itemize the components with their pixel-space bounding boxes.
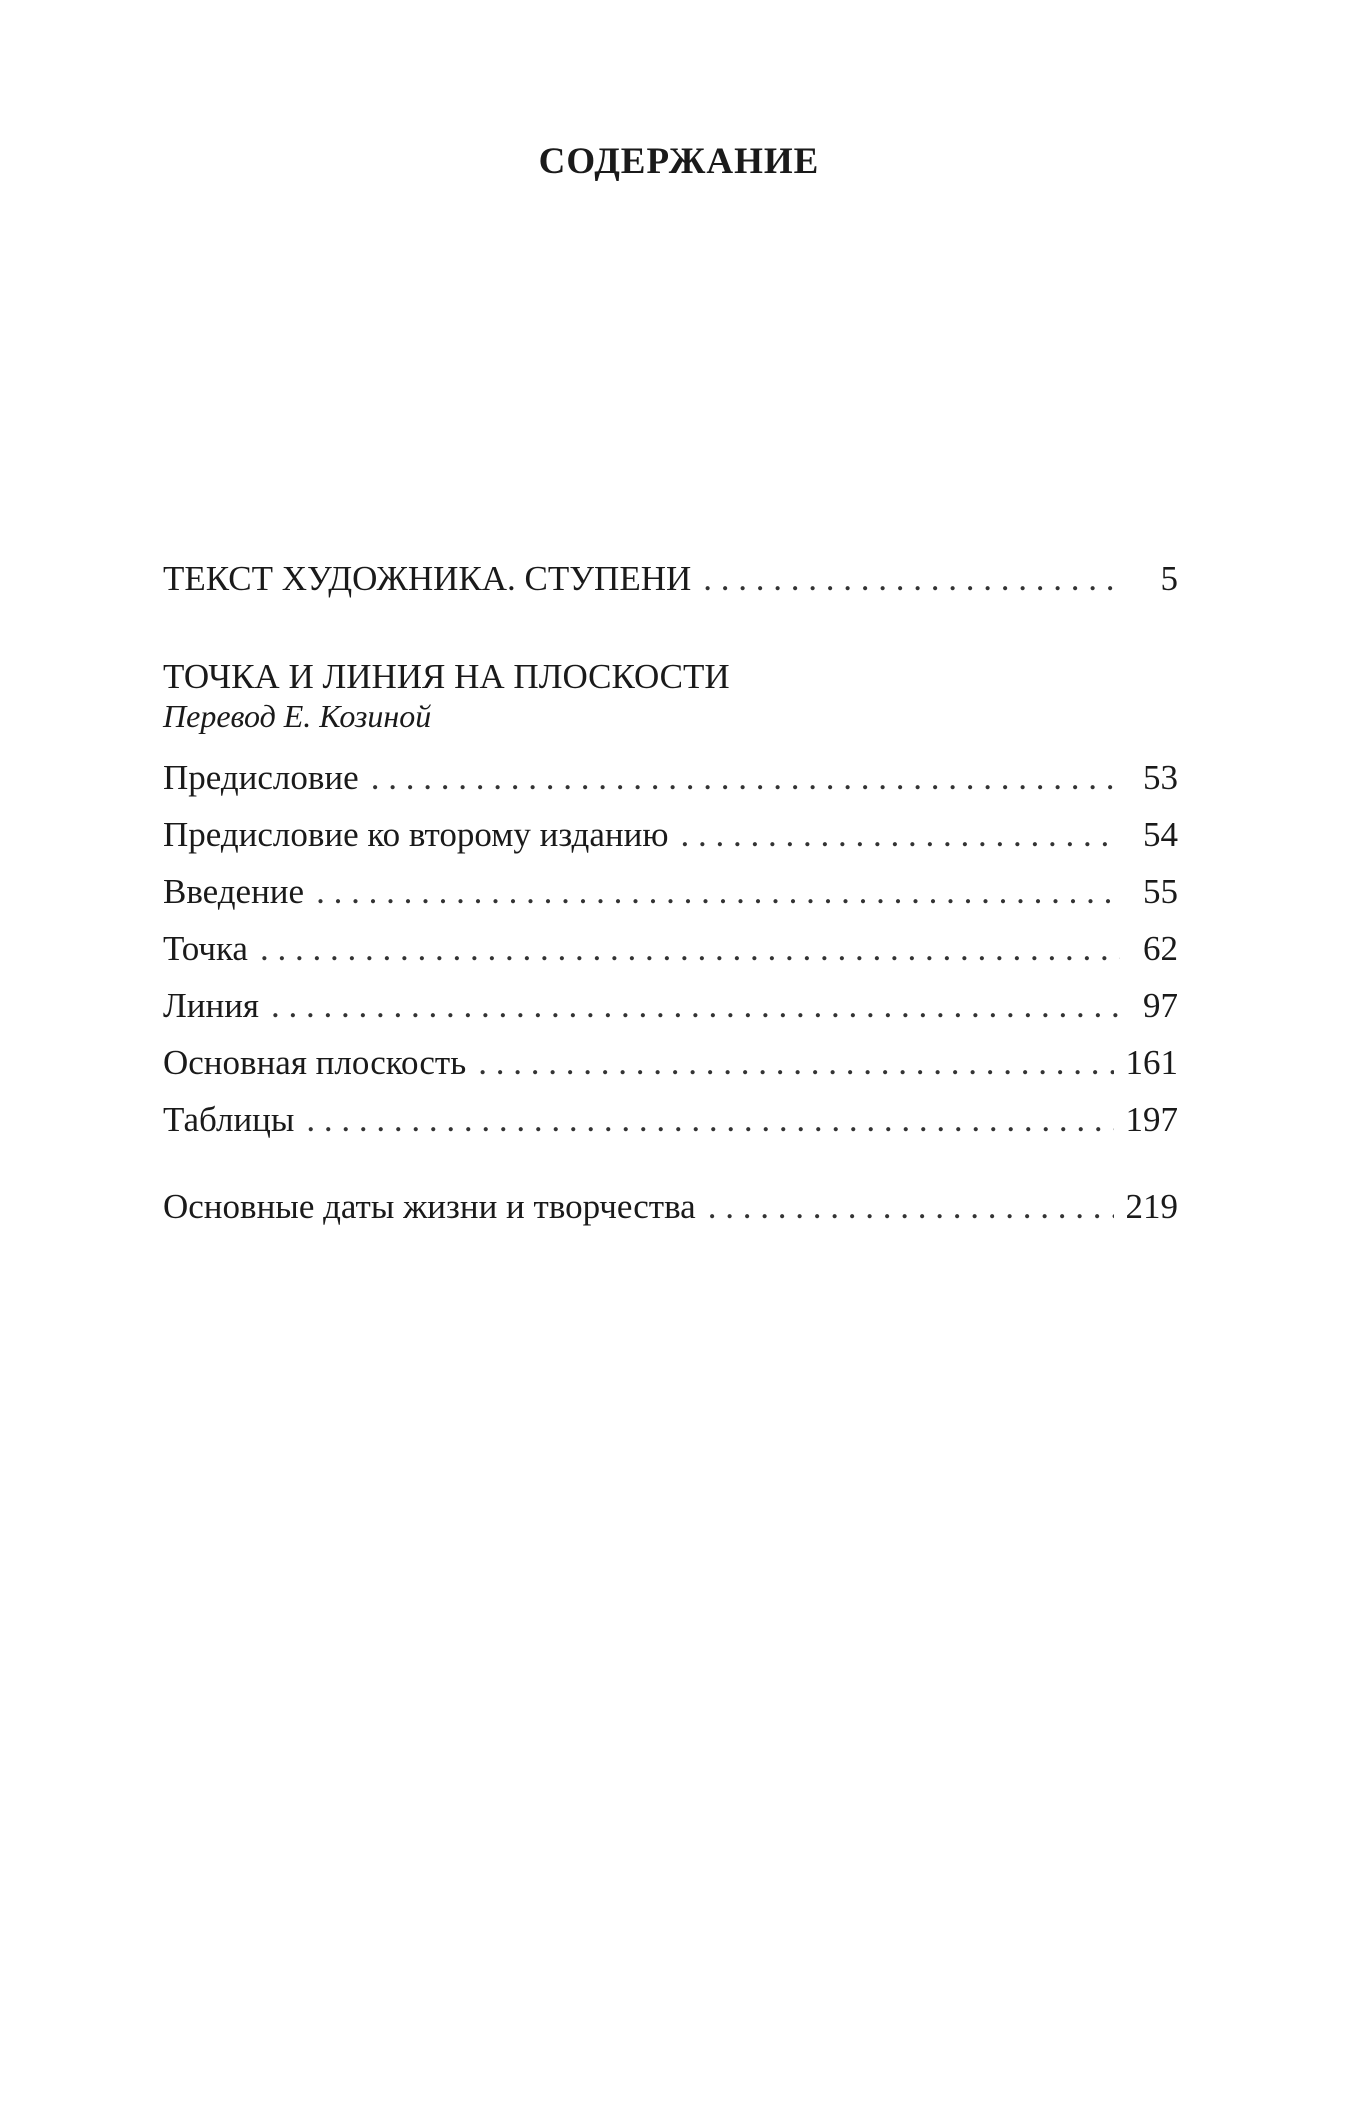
toc-entry-label: Основная плоскость — [163, 1043, 467, 1082]
toc-entry-label: Линия — [163, 986, 260, 1025]
translator-credit: Перевод Е. Козиной — [163, 698, 432, 734]
toc-entry-page: 62 — [1143, 929, 1178, 968]
toc-entry — [163, 806, 1178, 863]
toc-entry-page: 53 — [1143, 758, 1178, 797]
toc-entry — [163, 1091, 1178, 1148]
toc-entry-label: Точка — [163, 929, 248, 968]
dot-leader — [478, 1034, 1113, 1091]
dot-leader — [708, 1178, 1114, 1235]
toc-entry — [163, 977, 1178, 1034]
toc-entry-label: ТЕКСТ ХУДОЖНИКА. СТУПЕНИ — [163, 559, 692, 598]
toc-entry — [163, 749, 1178, 806]
toc-entry-label: Предисловие ко второму изданию — [163, 815, 669, 854]
dot-leader — [306, 1091, 1113, 1148]
dot-leader — [316, 863, 1120, 920]
page-title: СОДЕРЖАНИЕ — [538, 141, 820, 182]
toc-entry-page: 161 — [1125, 1043, 1178, 1082]
dot-leader — [703, 550, 1120, 607]
dot-leader — [271, 977, 1120, 1034]
table-of-contents — [163, 550, 1178, 1235]
toc-entry-page: 197 — [1125, 1100, 1178, 1139]
dot-leader — [681, 806, 1120, 863]
toc-entry-label: Основные даты жизни и творчества — [163, 1187, 696, 1226]
toc-entry — [163, 863, 1178, 920]
toc-entry-page: 5 — [1160, 559, 1178, 598]
toc-entry-label: Таблицы — [163, 1100, 295, 1139]
section-gap — [163, 1148, 1178, 1178]
toc-entry — [163, 1034, 1178, 1091]
dot-leader — [371, 749, 1120, 806]
toc-entry-label: Предисловие — [163, 758, 359, 797]
toc-entry-page: 219 — [1125, 1187, 1178, 1226]
toc-entry-page: 55 — [1143, 872, 1178, 911]
toc-entry-page: 97 — [1143, 986, 1178, 1025]
toc-entry — [163, 920, 1178, 977]
toc-entry-label: Введение — [163, 872, 305, 911]
toc-entry-appendix — [163, 1178, 1178, 1235]
toc-entry-part-1 — [163, 550, 1178, 607]
toc-entry-page: 54 — [1143, 815, 1178, 854]
part-2-title: ТОЧКА И ЛИНИЯ НА ПЛОСКОСТИ — [163, 657, 730, 696]
dot-leader — [260, 920, 1120, 977]
